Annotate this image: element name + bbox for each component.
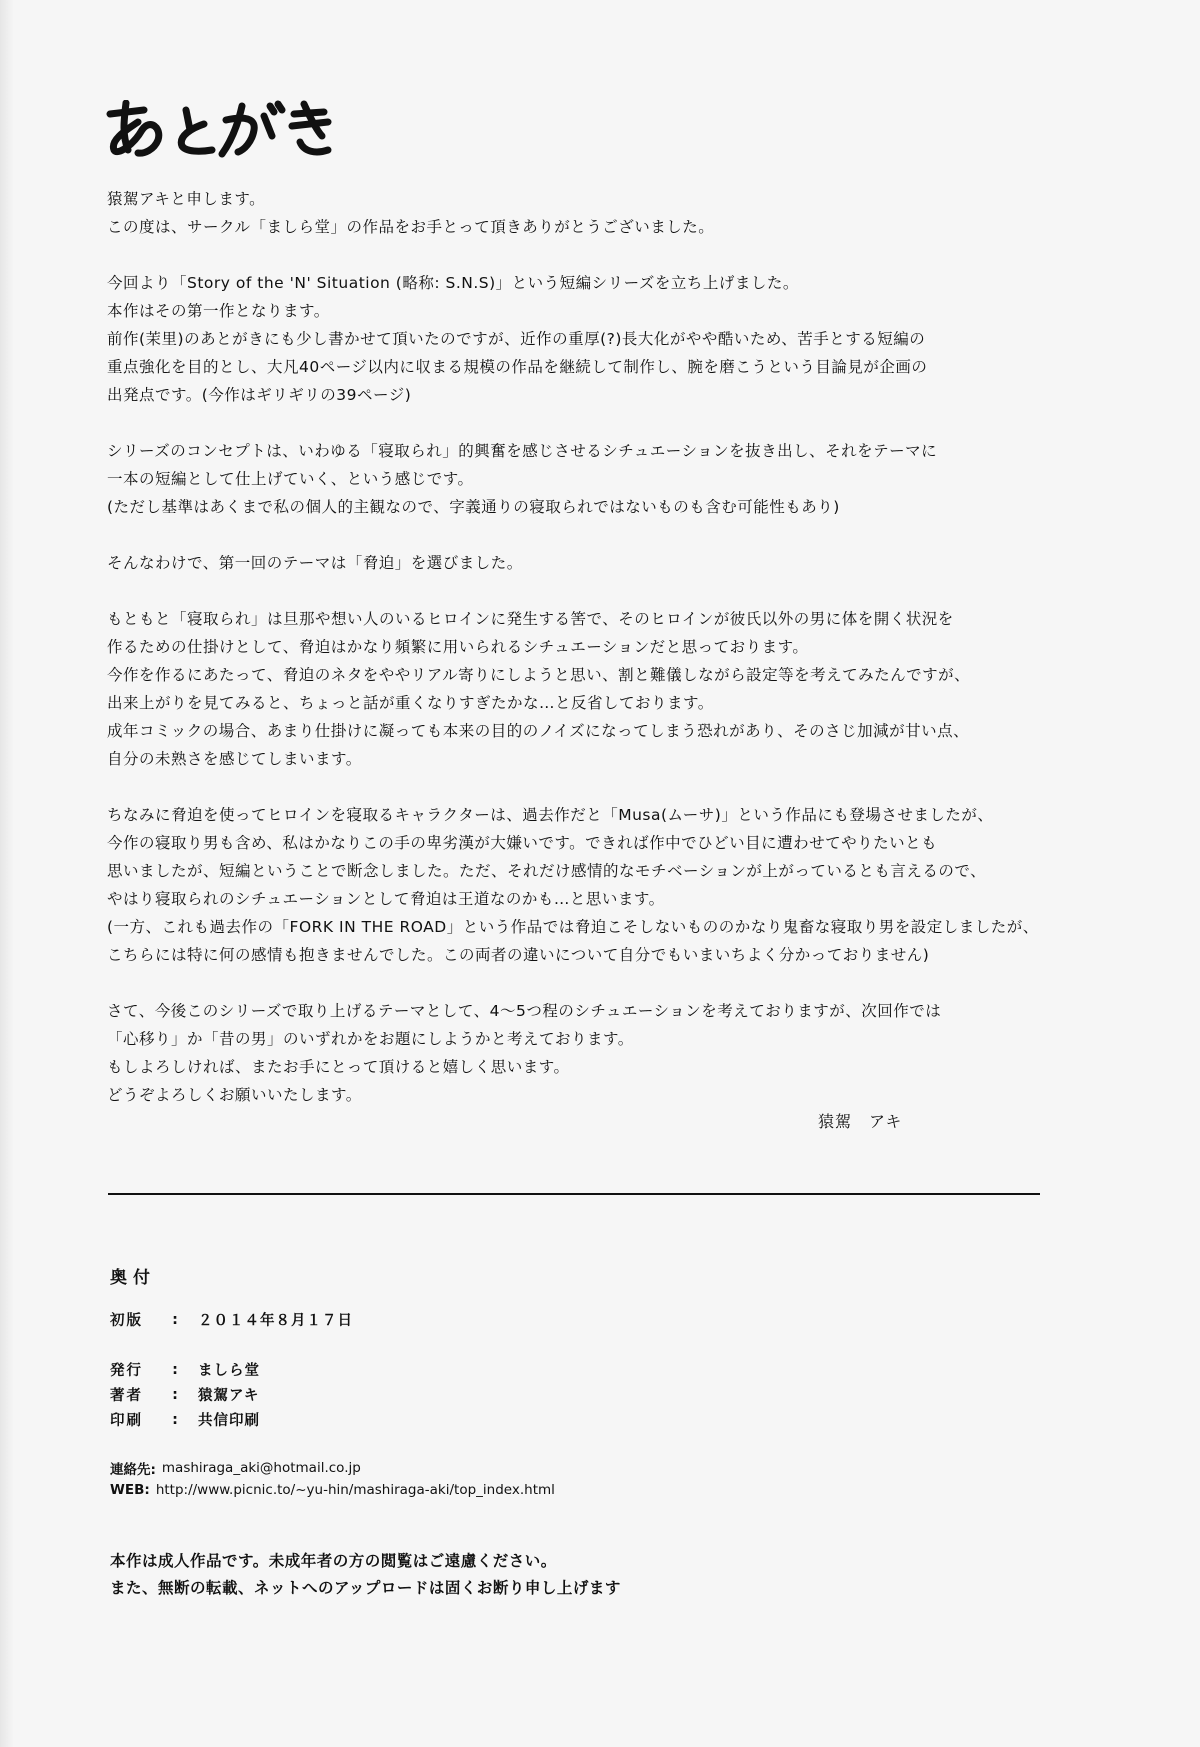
- first-edition-date: ２０１４年８月１７日: [198, 1313, 353, 1329]
- separator: :: [172, 1386, 178, 1403]
- text-line: こちらには特に何の感情も抱きませんでした。この両者の違いについて自分でもいまいちよく分かっておりません): [107, 946, 930, 964]
- author-label: 著者: [110, 1388, 143, 1404]
- printer-row: [110, 1409, 260, 1430]
- author-signature: 猿駕 アキ: [818, 1112, 903, 1131]
- adult-notice: [110, 1548, 621, 1602]
- text-line: 「心移り」か「昔の男」のいずれかをお題にしようかと考えております。: [107, 1030, 634, 1048]
- text-line: 出発点です。(今作はギリギリの39ページ): [107, 386, 412, 404]
- web-label: WEB:: [110, 1482, 150, 1498]
- text-line: 本作はその第一作となります。: [107, 302, 330, 320]
- separator: :: [172, 1311, 178, 1328]
- text-line: 成年コミックの場合、あまり仕掛けに凝っても本来の目的のノイズになってしまう恐れがあり、そのさじ加減が甘い点、: [107, 722, 970, 740]
- web-row: [110, 1482, 555, 1498]
- text-line: この度は、サークル「ましら堂」の作品をお手とって頂きありがとうございました。: [107, 218, 715, 236]
- afterword-body: [107, 185, 1067, 1137]
- paragraph-6: [107, 801, 1067, 969]
- printer-value: 共信印刷: [198, 1413, 260, 1429]
- publisher-row: [110, 1359, 260, 1380]
- text-line: そんなわけで、第一回のテーマは「脅迫」を選びました。: [107, 554, 523, 572]
- text-line: もともと「寝取られ」は旦那や想い人のいるヒロインに発生する筈で、そのヒロインが彼氏以外の男に体を開く状況を: [107, 610, 954, 628]
- contact-label: 連絡先:: [110, 1462, 156, 1478]
- paragraph-1: [107, 185, 1067, 241]
- paragraph-4: [107, 549, 1067, 577]
- text-line: 一本の短編として仕上げていく、という感じです。: [107, 470, 474, 488]
- publisher-label: 発行: [110, 1363, 143, 1379]
- text-line: 今回より「Story of the 'N' Situation (略称: S.N.S)」という短編シリーズを立ち上げました。: [107, 274, 799, 292]
- text-line: 今作を作るにあたって、脅迫のネタをややリアル寄りにしようと思い、割と難儀しながら設定等を考えてみたんですが、: [107, 666, 971, 684]
- text-line: 自分の未熟さを感じてしまいます。: [107, 750, 362, 768]
- text-line: 重点強化を目的とし、大凡40ページ以内に収まる規模の作品を継続して制作し、腕を磨こうという目論見が企画の: [107, 358, 928, 376]
- paragraph-3: [107, 437, 1067, 521]
- text-line: シリーズのコンセプトは、いわゆる「寝取られ」的興奮を感じさせるシチュエーションを抜き出し、それをテーマに: [107, 442, 938, 460]
- author-value: 猿駕アキ: [198, 1388, 260, 1404]
- contact-email: mashiraga_aki@hotmail.co.jp: [161, 1460, 361, 1476]
- notice-line-2: また、無断の転載、ネットへのアップロードは固くお断り申し上げます: [110, 1579, 621, 1597]
- section-divider: [108, 1193, 1040, 1195]
- paragraph-5: [107, 605, 1067, 773]
- text-line: さて、今後このシリーズで取り上げるテーマとして、4～5つ程のシチュエーションを考えておりますが、次回作では: [107, 1002, 942, 1020]
- publisher-value: ましら堂: [198, 1363, 260, 1379]
- printer-label: 印刷: [110, 1413, 143, 1429]
- separator: :: [172, 1411, 178, 1428]
- colophon-title: 奥付: [110, 1268, 156, 1288]
- text-line: 今作の寝取り男も含め、私はかなりこの手の卑劣漢が大嫌いです。できれば作中でひどい目に遭わせてやりたいとも: [107, 834, 938, 852]
- author-row: [110, 1384, 259, 1405]
- first-edition-row: [110, 1309, 353, 1330]
- text-line: どうぞよろしくお願いいたします。: [107, 1086, 362, 1104]
- separator: :: [172, 1361, 178, 1378]
- notice-line-1: 本作は成人作品です。未成年者の方の閲覧はご遠慮ください。: [110, 1552, 557, 1570]
- text-line: 猿駕アキと申します。: [107, 190, 266, 208]
- web-url: http://www.picnic.to/~yu-hin/mashiraga-aki/top_index.html: [155, 1482, 555, 1498]
- first-edition-label: 初版: [110, 1313, 143, 1329]
- afterword-title-lettering: [104, 100, 334, 158]
- handwritten-title-graphic: [104, 100, 334, 158]
- paragraph-2: [107, 269, 1067, 409]
- contact-row: [110, 1458, 361, 1478]
- text-line: 作るための仕掛けとして、脅迫はかなり頻繁に用いられるシチュエーションだと思っております。: [107, 638, 809, 656]
- text-line: もしよろしければ、またお手にとって頂けると嬉しく思います。: [107, 1058, 570, 1076]
- text-line: 前作(茉里)のあとがきにも少し書かせて頂いたのですが、近作の重厚(?)長大化がやや酷いため、苦手とする短編の: [107, 330, 926, 348]
- text-line: 出来上がりを見てみると、ちょっと話が重くなりすぎたかな…と反省しております。: [107, 694, 714, 712]
- paragraph-7: [107, 997, 1067, 1109]
- text-line: ちなみに脅迫を使ってヒロインを寝取るキャラクターは、過去作だと「Musa(ムーサ)」という作品にも登場させましたが、: [107, 806, 994, 824]
- text-line: (ただし基準はあくまで私の個人的主観なので、字義通りの寝取られではないものも含む可能性もあり): [107, 498, 840, 516]
- text-line: (一方、これも過去作の「FORK IN THE ROAD」という作品では脅迫こそしないもののかなり鬼畜な寝取り男を設定しましたが、: [107, 918, 1039, 936]
- text-line: やはり寝取られのシチュエーションとして脅迫は王道なのかも…と思います。: [107, 890, 665, 908]
- scan-edge-shadow: [0, 0, 14, 1747]
- text-line: 思いましたが、短編ということで断念しました。ただ、それだけ感情的なモチベーションが上がっているとも言えるので、: [107, 862, 987, 880]
